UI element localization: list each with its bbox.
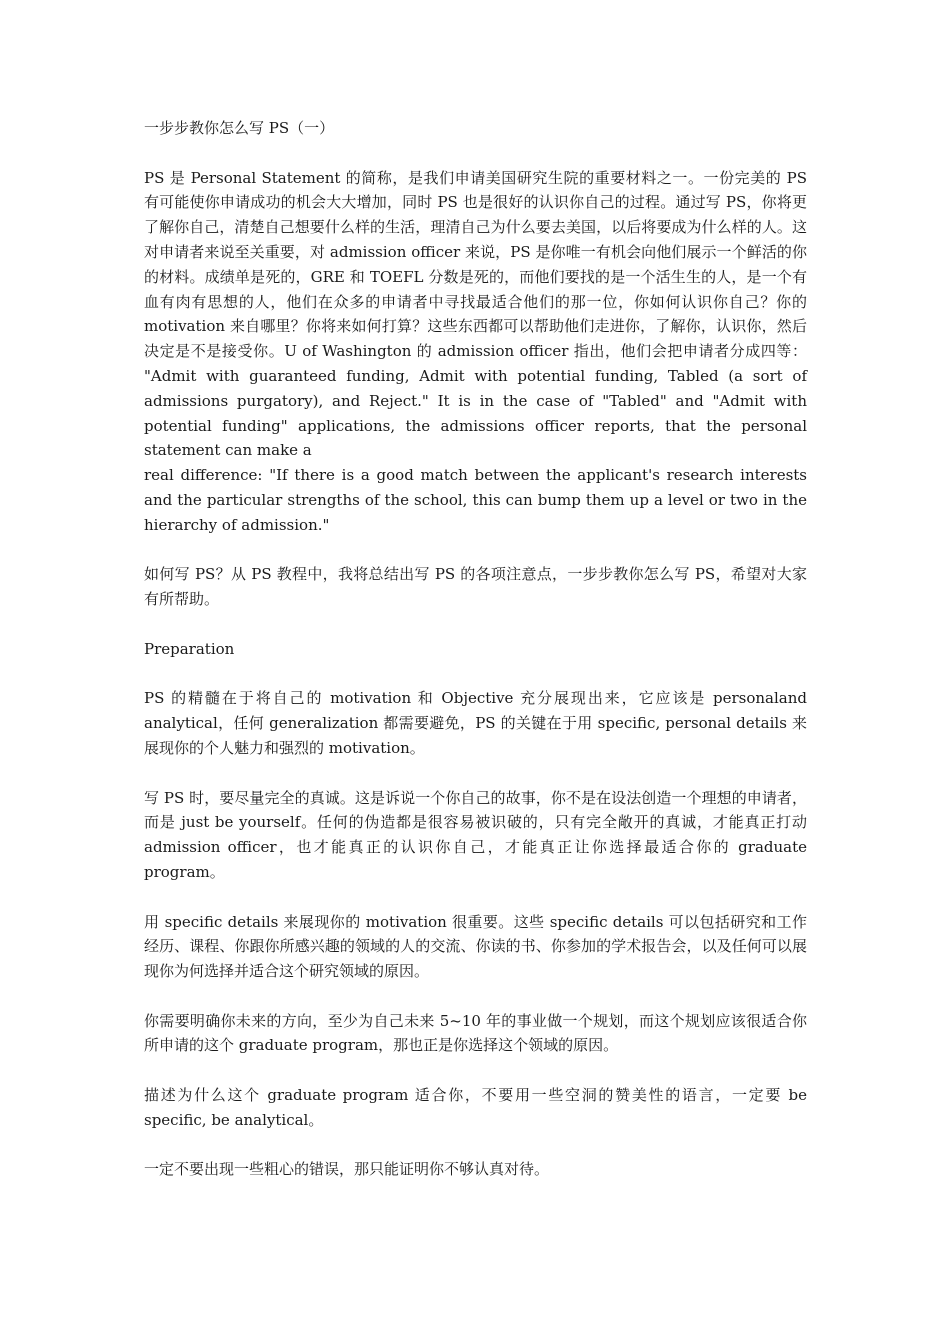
paragraph-careless-errors: 一定不要出现一些粗心的错误，那只能证明你不够认真对待。 xyxy=(144,1160,550,1179)
paragraph-future-direction: 你需要明确你未来的方向，至少为自己未来 5~10 年的事业做一个规划，而这个规划应该很适合你所申请的这个 graduate program，那也正是你选择这个领域的原因。 xyxy=(144,1011,807,1055)
paragraph-intro-continued: real difference: "If there is a good match between the applicant's research interests and the particular strengths of the school, this can bump them up a level or two in the hierarchy of admission." xyxy=(144,466,807,534)
document-title: 一步步教你怎么写 PS（一） xyxy=(144,119,335,137)
paragraph-sincerity: 写 PS 时，要尽量完全的真诚。这是诉说一个你自己的故事，你不是在设法创造一个理想的申请者，而是 just be yourself。任何的伪造都是很容易被识破的，只有完全敞开的真诚，才能真正打动 admission officer，也才能真正的认识你自己，才能真正让你选择最适合你的 graduate program。 xyxy=(144,788,807,881)
paragraph-specific-details: 用 specific details 来展现你的 motivation 很重要。这些 specific details 可以包括研究和工作经历、课程、你跟你所感兴趣的领域的人的交流、你读的书、你参加的学术报告会，以及任何可以展现你为何选择并适合这个研究领域的原因。 xyxy=(144,912,807,981)
section-heading-preparation: Preparation xyxy=(144,639,235,658)
paragraph-how-to: 如何写 PS？从 PS 教程中，我将总结出写 PS 的各项注意点，一步步教你怎么写 PS，希望对大家有所帮助。 xyxy=(144,565,807,609)
paragraph-essence: PS 的精髓在于将自己的 motivation 和 Objective 充分展现出来，它应该是 personaland analytical，任何 generalization 都需要避免，PS 的关键在于用 specific, personal details 来展现你的个人魅力和强烈的 motivation。 xyxy=(144,689,807,757)
paragraph-program-fit: 描述为什么这个 graduate program 适合你，不要用一些空洞的赞美性的语言，一定要 be specific, be analytical。 xyxy=(144,1086,807,1129)
paragraph-intro: PS 是 Personal Statement 的简称，是我们申请美国研究生院的重要材料之一。一份完美的 PS 有可能使你申请成功的机会大大增加，同时 PS 也是很好的认识你自己的过程。通过写 PS，你将更了解你自己，清楚自己想要什么样的生活，理清自己为什么要去美国，以后将要成为什么样的人。这对申请者来说至关重要，对 admission officer 来说，PS 是你唯一有机会向他们展示一个鲜活的你的材料。成绩单是死的，GRE 和 TOEFL 分数是死的，而他们要找的是一个活生生的人，是一个有血有肉有思想的人，他们在众多的申请者中寻找最适合他们的那一位，你如何认识你自己？你的 motivation 来自哪里？你将来如何打算？这些东西都可以帮助他们走进你，了解你，认识你，然后决定是不是接受你。U of Washington 的 admission officer 指出，他们会把申请者分成四等： "Admit with guaranteed funding, Admit with potential funding, Tabled (a sort of admissions purgatory), and Reject." It is in the case of "Tabled" and "Admit with potential funding" applications, the admissions officer reports, that the personal statement can make a xyxy=(144,168,807,460)
document-page xyxy=(144,116,807,1207)
